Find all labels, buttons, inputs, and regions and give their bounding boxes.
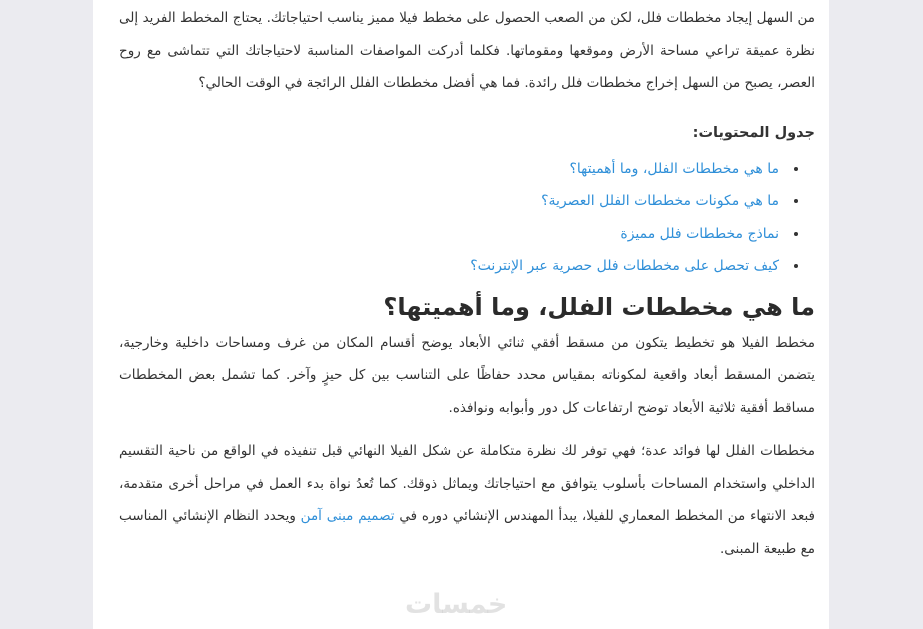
benefits-text-start: مخططات الفلل لها فوائد عدة؛ فهي توفر لك نظرة متكاملة عن شكل الفيلا النهائي قبل تنفيذه في الواقع من ناحية التقسيم الداخلي واستخدام المساحات بأسلوب يتوافق مع احتياجاتك ويماثل ذوقك. كما تُعدُ نواة بدء العمل في مراحل أخرى متقدمة، فبعد الانتهاء من المخطط المعماري للفيلا، يبدأ المهندس الإنشائي دوره في [119,443,815,524]
safe-building-design-link[interactable]: تصميم مبنى آمن [300,508,395,524]
toc-item [119,153,783,186]
article-body [119,0,815,565]
toc-link-plan-components[interactable]: ما هي مكونات مخططات الفلل العصرية؟ [541,193,779,209]
content-page [93,0,829,629]
benefits-text-end: ويحدد النظام الإنشائي المناسب مع طبيعة المبنى. [119,508,815,557]
toc-item [119,218,783,251]
toc-title: جدول المحتويات: [692,124,815,141]
toc-link-what-are-villa-plans[interactable]: ما هي مخططات الفلل، وما أهميتها؟ [569,160,779,177]
toc-item [119,250,783,283]
toc-list [119,153,815,283]
toc-link-get-plans-online[interactable]: كيف تحصل على مخططات فلل حصرية عبر الإنترنت؟ [470,258,779,274]
khamsat-watermark: خمسات [405,589,508,620]
section-heading: ما هي مخططات الفلل، وما أهميتها؟ [383,292,815,321]
section-paragraph-benefits [119,435,815,565]
toc-link-plan-examples[interactable]: نماذج مخططات فلل مميزة [620,225,779,242]
intro-paragraph: من السهل إيجاد مخططات فلل، لكن من الصعب الحصول على مخطط فيلا مميز يناسب احتياجاتك. يحتاج المخطط الفريد إلى نظرة عميقة تراعي مساحة الأرض وموقعها ومقوماتها. فكلما أدركت المواصفات المناسبة لاحتياجاتك التي تتماشى مع روح العصر، يصبح من السهل إخراج مخططات فلل رائدة. فما هي أفضل مخططات الفلل الرائجة في الوقت الحالي؟ [119,10,815,91]
toc-item [119,185,783,218]
section-paragraph-definition: مخطط الفيلا هو تخطيط يتكون من مسقط أفقي ثنائي الأبعاد يوضح أقسام المكان من غرف ومساحات داخلية وخارجية، يتضمن المسقط أبعاد واقعية لمكوناته بمقياس محدد حفاظًا على التناسب بين كل حيزٍ وآخر. كما تشمل بعض المخططات مساقط أفقية ثلاثية الأبعاد توضح ارتفاعات كل دور وأبوابه ونوافذه. [119,334,815,416]
